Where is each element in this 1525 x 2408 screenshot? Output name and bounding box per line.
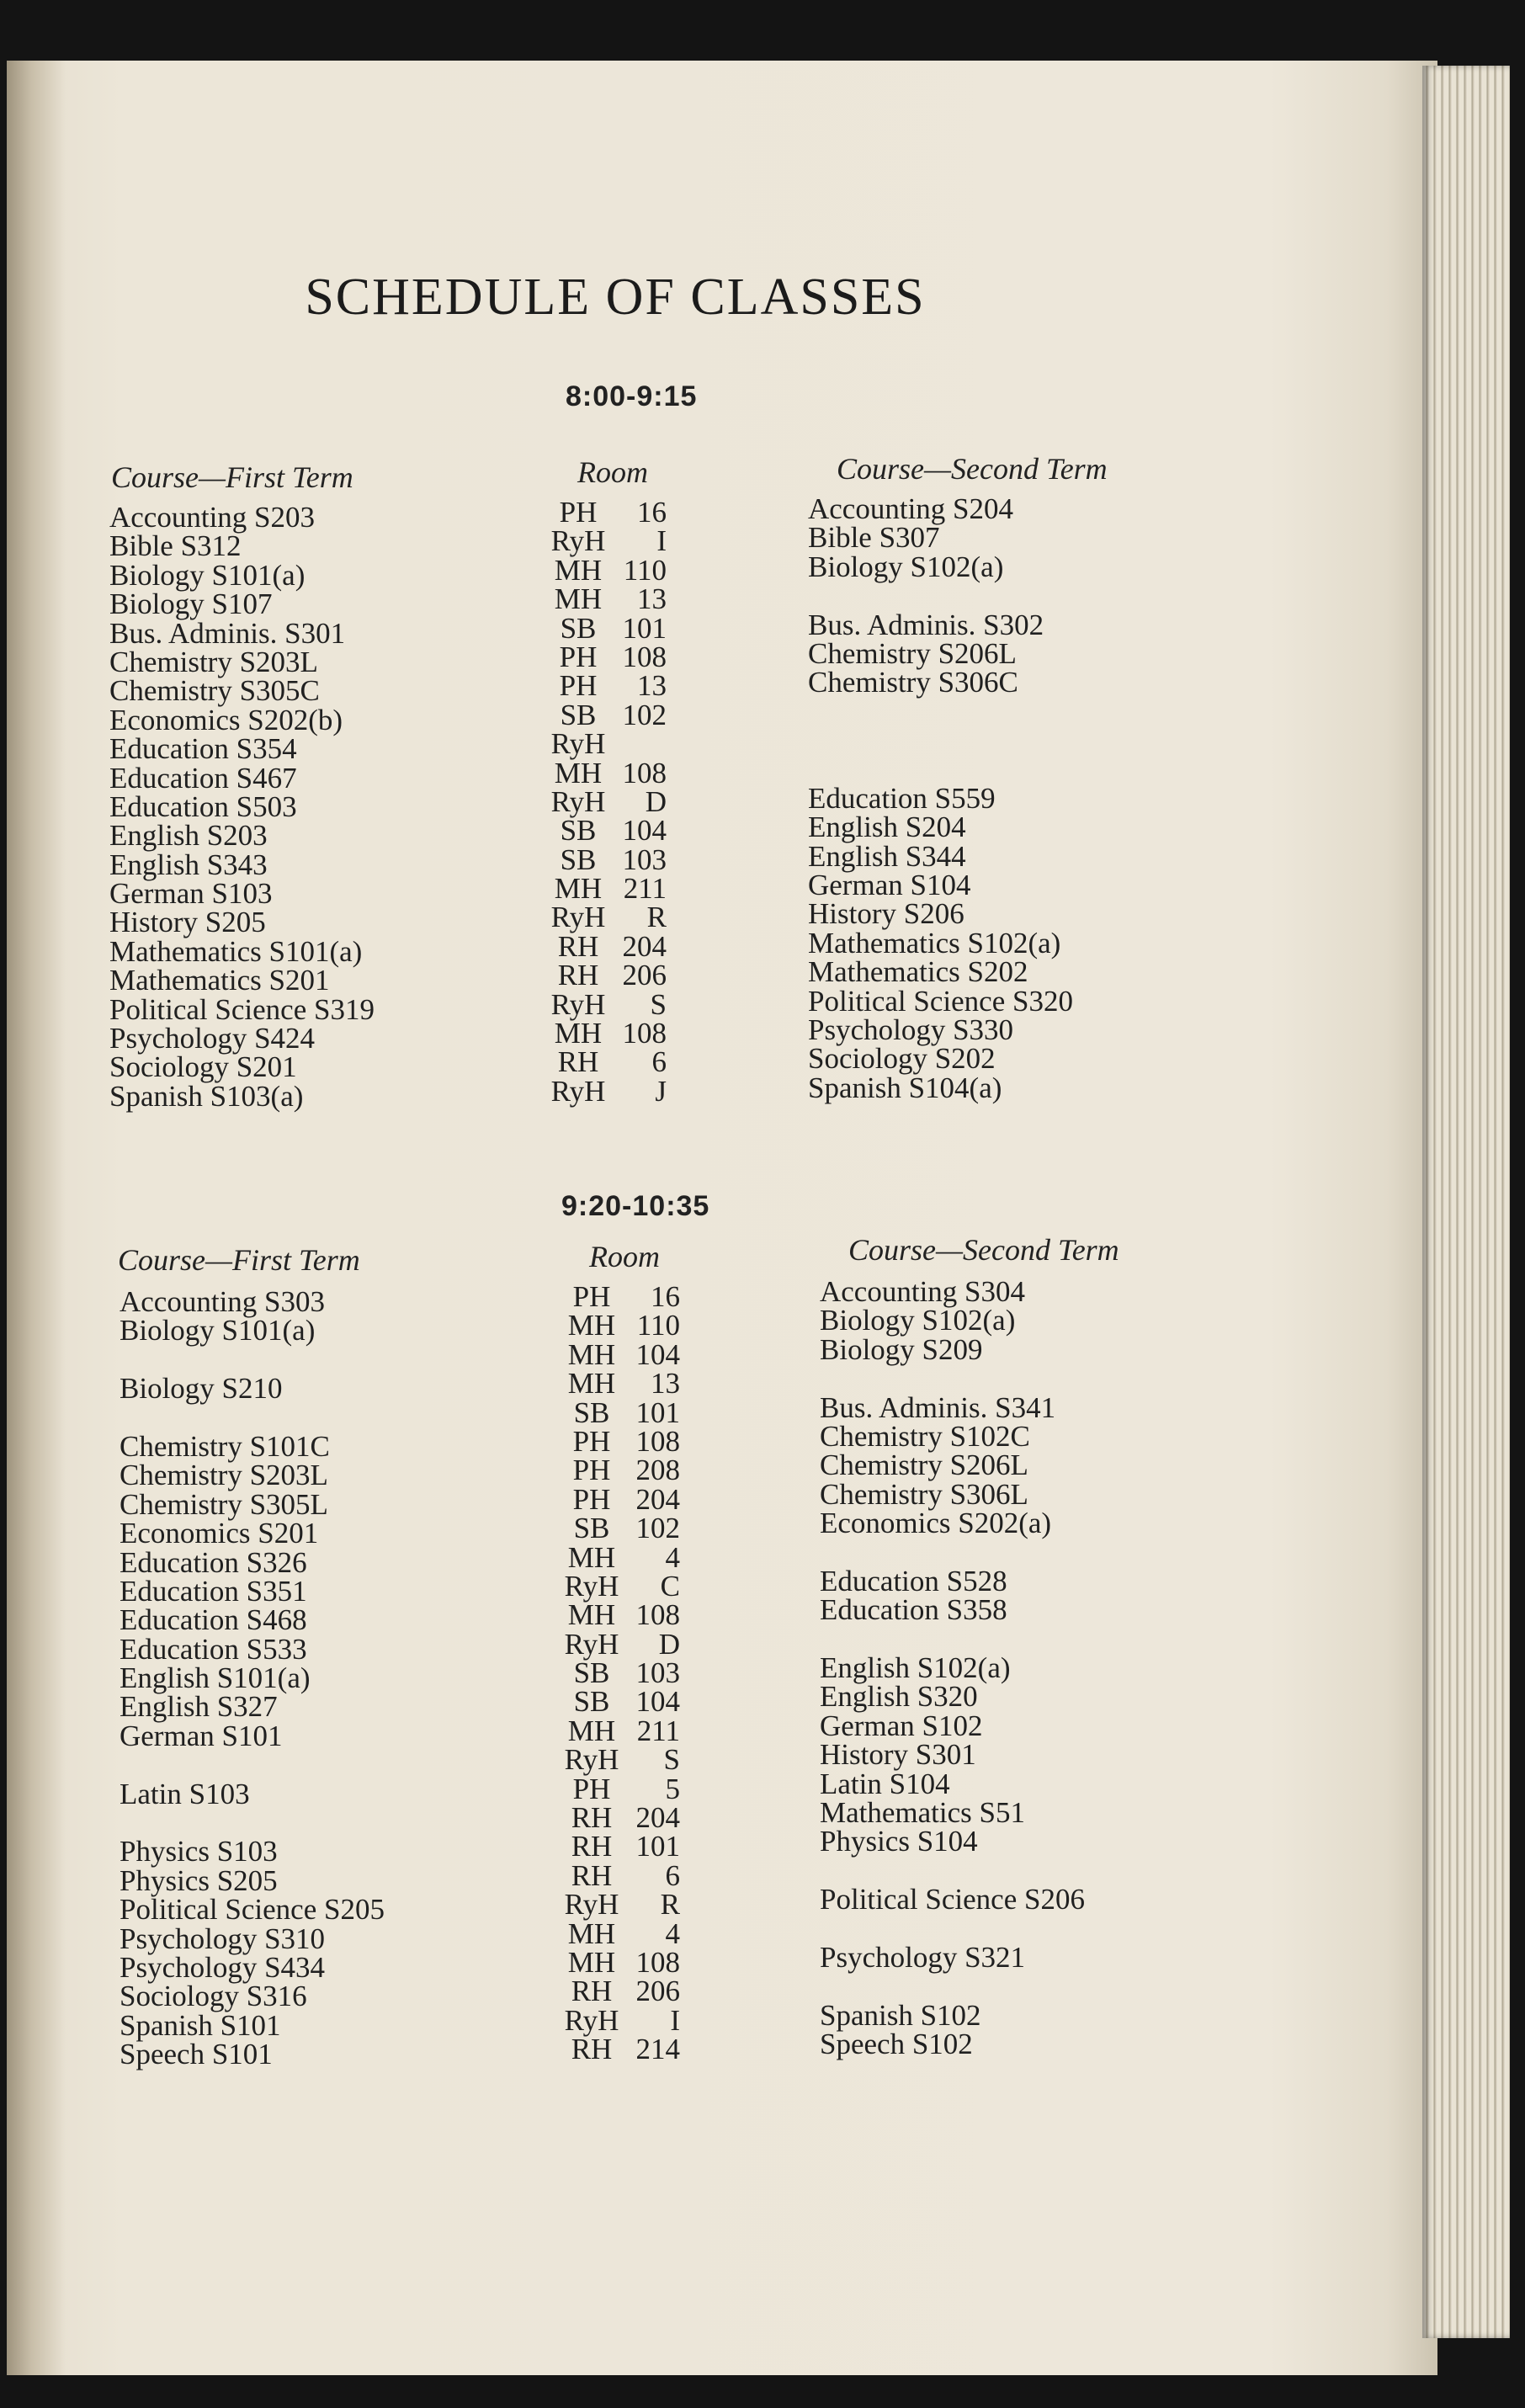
course-entry: Bus. Adminis. S301 (109, 616, 346, 650)
course-entry: Bus. Adminis. S302 (808, 608, 1044, 641)
room-building: MH (567, 1309, 616, 1342)
course-entry: Chemistry S203L (120, 1459, 328, 1492)
course-entry: Psychology S321 (820, 1940, 1026, 1974)
session-2-time: 9:20-10:35 (561, 1190, 710, 1222)
course-entry: Chemistry S305L (120, 1487, 328, 1521)
room-number: 108 (622, 756, 667, 789)
room-entry (562, 2003, 697, 2037)
session-2-room-list (562, 1280, 697, 2066)
course-entry: Accounting S203 (109, 501, 316, 534)
room-entry (562, 1772, 697, 1805)
room-number: 102 (635, 1512, 680, 1545)
course-entry: Psychology S434 (120, 1950, 326, 1984)
room-entry (562, 1916, 697, 1950)
course-entry: German S101 (120, 1719, 283, 1752)
course-entry: Accounting S204 (808, 492, 1014, 525)
room-number: 6 (651, 1045, 667, 1079)
room-number: 208 (635, 1454, 680, 1487)
course-entry: Education S467 (109, 761, 297, 795)
room-building: PH (559, 640, 598, 673)
room-entry (562, 2035, 697, 2064)
room-entry (562, 1656, 697, 1690)
room-entry (562, 1832, 697, 1861)
course-entry (820, 1915, 1085, 1943)
room-number: 206 (622, 959, 667, 992)
session-2-header-room: Room (589, 1240, 660, 1273)
room-number: 4 (665, 1916, 680, 1950)
room-number: 13 (637, 582, 667, 616)
course-entry (808, 756, 1073, 784)
room-entry (549, 872, 683, 906)
room-building: RyH (550, 901, 606, 934)
room-number: 13 (651, 1367, 680, 1401)
room-entry (562, 1482, 697, 1516)
room-building: RH (557, 1045, 599, 1079)
course-entry: Economics S202(b) (109, 703, 343, 736)
session-2-header-second-term: Course—Second Term (848, 1233, 1119, 1267)
page-title: SCHEDULE OF CLASSES (305, 268, 926, 326)
course-entry: Chemistry S203L (109, 645, 318, 678)
room-number: 104 (635, 1337, 680, 1371)
course-entry: Latin S104 (820, 1767, 950, 1800)
room-number: 16 (651, 1280, 680, 1313)
room-number: 13 (637, 669, 667, 703)
room-building: RyH (550, 784, 606, 818)
room-building: MH (567, 1945, 616, 1979)
room-building: SB (573, 1395, 610, 1429)
room-building: RH (571, 2033, 613, 2066)
room-number: 4 (665, 1540, 680, 1574)
room-number: I (656, 524, 667, 558)
course-entry (120, 1751, 385, 1779)
course-entry (808, 726, 1073, 755)
room-entry (549, 756, 683, 789)
room-entry (562, 1367, 697, 1401)
room-entry (562, 1569, 697, 1603)
session-2-header-first-term: Course—First Term (118, 1243, 360, 1277)
course-entry: Biology S101(a) (109, 558, 306, 592)
course-entry: Biology S209 (820, 1332, 983, 1366)
room-entry (562, 1395, 697, 1429)
course-entry: Biology S102(a) (820, 1304, 1016, 1337)
session-2-first-term-list (120, 1285, 385, 2071)
room-building: PH (572, 1280, 611, 1313)
session-2-second-term-list (820, 1275, 1085, 2061)
course-entry: Psychology S310 (120, 1922, 326, 1955)
room-building: MH (554, 1017, 603, 1050)
room-building: MH (567, 1367, 616, 1401)
course-entry: Mathematics S51 (820, 1796, 1025, 1830)
room-entry (549, 1019, 683, 1048)
course-entry (808, 698, 1073, 726)
room-number: I (670, 2003, 680, 2037)
room-number: 108 (635, 1424, 680, 1458)
course-entry (808, 582, 1073, 610)
course-entry: Mathematics S101(a) (109, 934, 363, 968)
room-number: 211 (623, 872, 667, 906)
course-entry: Speech S102 (820, 2028, 973, 2061)
room-building: MH (567, 1916, 616, 1950)
course-entry: Mathematics S202 (808, 955, 1028, 989)
room-building: MH (554, 872, 603, 906)
room-building: RyH (564, 2003, 619, 2037)
course-entry: Political Science S320 (808, 984, 1073, 1018)
course-entry: Chemistry S101C (120, 1429, 330, 1463)
room-entry (562, 1945, 697, 1979)
session-1-time: 8:00-9:15 (566, 380, 698, 412)
course-entry: Education S351 (120, 1574, 307, 1608)
room-entry (549, 814, 683, 848)
room-entry (562, 1456, 697, 1485)
room-building: RyH (564, 1569, 619, 1603)
course-entry: Chemistry S306L (820, 1477, 1028, 1511)
session-1-header-first-term: Course—First Term (111, 460, 353, 494)
course-entry: Education S468 (120, 1603, 307, 1637)
room-entry (549, 640, 683, 673)
course-entry: English S327 (120, 1690, 278, 1724)
room-building: PH (572, 1772, 611, 1805)
course-entry: Education S326 (120, 1545, 307, 1579)
course-entry: History S205 (109, 906, 266, 939)
room-building: PH (572, 1482, 611, 1516)
room-building: RyH (550, 1074, 606, 1108)
course-entry: Physics S103 (120, 1835, 278, 1868)
course-entry: Education S358 (820, 1593, 1007, 1627)
course-entry: Spanish S103(a) (109, 1079, 304, 1113)
room-number: 101 (635, 1830, 680, 1863)
room-entry (562, 1337, 697, 1371)
room-number: 108 (635, 1598, 680, 1632)
course-entry: Biology S102(a) (808, 550, 1004, 583)
course-entry: German S103 (109, 877, 273, 911)
course-entry: Biology S101(a) (120, 1314, 316, 1348)
room-number: 103 (622, 843, 667, 876)
page-edges (1422, 66, 1510, 2338)
room-number: 16 (637, 496, 667, 529)
room-number: 108 (622, 1017, 667, 1050)
room-number: 104 (635, 1685, 680, 1719)
book-spine-shadow (7, 61, 66, 2375)
room-number: R (660, 1888, 680, 1922)
room-entry (549, 498, 683, 527)
course-entry: English S101(a) (120, 1661, 311, 1695)
course-entry: English S204 (808, 811, 966, 844)
room-number: S (650, 987, 667, 1021)
course-entry: Mathematics S102(a) (808, 926, 1061, 959)
course-entry (820, 1364, 1085, 1393)
course-entry: Education S503 (109, 789, 297, 823)
room-entry (549, 929, 683, 963)
room-building: SB (573, 1512, 610, 1545)
room-building: MH (567, 1714, 616, 1747)
course-entry: Accounting S303 (120, 1285, 326, 1318)
room-entry (562, 1801, 697, 1835)
room-number: 108 (635, 1945, 680, 1979)
room-entry (562, 1424, 697, 1458)
room-entry (562, 1977, 697, 2006)
room-number (608, 730, 667, 758)
room-number: S (663, 1743, 680, 1777)
course-entry: Economics S202(a) (820, 1507, 1052, 1540)
course-entry: Spanish S101 (120, 2008, 281, 2042)
course-entry: Political Science S205 (120, 1893, 385, 1927)
room-number: 206 (635, 1975, 680, 2008)
room-building: RyH (550, 987, 606, 1021)
room-entry (549, 784, 683, 818)
course-entry: Chemistry S206L (820, 1449, 1028, 1482)
room-building: SB (573, 1685, 610, 1719)
room-building: RH (571, 1858, 613, 1892)
course-entry: Chemistry S306C (808, 666, 1018, 699)
course-entry (820, 1539, 1085, 1567)
room-building: MH (554, 756, 603, 789)
course-entry: English S343 (109, 848, 268, 881)
session-1-first-term-list (109, 503, 375, 1111)
room-entry (549, 903, 683, 932)
room-number: 204 (635, 1482, 680, 1516)
room-entry (549, 553, 683, 587)
course-entry: Physics S205 (120, 1863, 278, 1897)
room-building: RH (571, 1975, 613, 2008)
room-building: MH (554, 582, 603, 616)
room-building: RyH (564, 1888, 619, 1922)
room-number: J (655, 1074, 667, 1108)
course-entry: Sociology S316 (120, 1980, 307, 2013)
course-entry: Spanish S102 (820, 1998, 981, 2032)
session-1-header-room: Room (577, 455, 648, 489)
room-number: 102 (622, 698, 667, 731)
room-number: 103 (635, 1656, 680, 1690)
course-entry: Chemistry S206L (808, 636, 1017, 670)
room-number: 110 (636, 1309, 680, 1342)
course-entry (820, 1857, 1085, 1885)
room-entry (549, 727, 683, 761)
room-number: 101 (622, 611, 667, 645)
session-1-second-term-list (808, 492, 1073, 1104)
room-entry (549, 698, 683, 731)
room-number: 101 (635, 1395, 680, 1429)
room-entry (549, 1074, 683, 1108)
room-entry (562, 1627, 697, 1661)
room-building: PH (559, 496, 598, 529)
room-entry (549, 843, 683, 876)
course-entry: German S104 (808, 869, 971, 902)
course-entry (820, 1625, 1085, 1654)
course-entry: Physics S104 (820, 1825, 978, 1858)
course-entry: Education S559 (808, 781, 996, 815)
course-entry: Mathematics S201 (109, 964, 330, 997)
course-entry: Chemistry S305C (109, 674, 320, 708)
course-entry: Psychology S330 (808, 1013, 1014, 1047)
room-entry (549, 961, 683, 990)
room-number: 211 (636, 1714, 680, 1747)
course-entry: Latin S103 (120, 1777, 250, 1810)
course-entry: English S344 (808, 839, 966, 873)
room-building: MH (567, 1540, 616, 1574)
room-entry (562, 1311, 697, 1340)
room-number: 204 (622, 929, 667, 963)
room-number: D (658, 1627, 680, 1661)
room-number: D (645, 784, 667, 818)
room-building: MH (567, 1598, 616, 1632)
course-entry (120, 1809, 385, 1837)
room-number: 5 (665, 1772, 680, 1805)
session-1-header-second-term: Course—Second Term (837, 452, 1108, 486)
room-building: RyH (550, 727, 606, 761)
room-entry (562, 1888, 697, 1922)
room-entry (562, 1714, 697, 1747)
course-entry: Biology S107 (109, 587, 273, 621)
room-building: SB (573, 1656, 610, 1690)
room-building: RyH (564, 1743, 619, 1777)
course-entry: Spanish S104(a) (808, 1071, 1002, 1104)
room-building: SB (560, 698, 597, 731)
course-entry: Biology S210 (120, 1372, 283, 1406)
room-building: PH (559, 669, 598, 703)
room-number: C (660, 1569, 680, 1603)
room-building: PH (572, 1424, 611, 1458)
room-building: PH (572, 1454, 611, 1487)
course-entry: Economics S201 (120, 1517, 319, 1550)
room-entry (549, 987, 683, 1021)
course-entry: English S203 (109, 819, 268, 853)
session-1-room-list (549, 498, 683, 1106)
room-number: 104 (622, 814, 667, 848)
room-building: RyH (564, 1627, 619, 1661)
room-building: MH (554, 553, 603, 587)
room-entry (549, 611, 683, 645)
course-entry: Accounting S304 (820, 1275, 1026, 1308)
room-building: RH (571, 1801, 613, 1835)
room-number: 214 (635, 2033, 680, 2066)
course-entry: Education S528 (820, 1564, 1007, 1597)
room-building: RyH (550, 524, 606, 558)
room-building: RH (557, 929, 599, 963)
room-entry (562, 1685, 697, 1719)
room-entry (549, 669, 683, 703)
room-entry (562, 1514, 697, 1543)
course-entry: Bus. Adminis. S341 (820, 1390, 1056, 1424)
room-number: 108 (622, 640, 667, 673)
room-number: 204 (635, 1801, 680, 1835)
course-entry: English S320 (820, 1680, 978, 1714)
room-entry (549, 1045, 683, 1079)
room-building: RH (557, 959, 599, 992)
room-entry (562, 1540, 697, 1574)
room-number: 110 (623, 553, 667, 587)
course-entry: Education S354 (109, 732, 297, 766)
room-entry (549, 524, 683, 558)
room-building: MH (567, 1337, 616, 1371)
course-entry: Bible S312 (109, 529, 242, 563)
room-entry (562, 1743, 697, 1777)
course-entry (120, 1404, 385, 1433)
course-entry (820, 1972, 1085, 2001)
course-entry (120, 1346, 385, 1374)
room-building: SB (560, 814, 597, 848)
room-entry (562, 1598, 697, 1632)
course-entry: Psychology S424 (109, 1022, 316, 1055)
course-entry: History S206 (808, 897, 964, 931)
course-entry: Chemistry S102C (820, 1419, 1030, 1453)
course-entry: Speech S101 (120, 2038, 273, 2071)
course-entry: Political Science S319 (109, 992, 375, 1026)
course-entry: Education S533 (120, 1632, 307, 1666)
course-entry: History S301 (820, 1738, 976, 1772)
room-entry (562, 1858, 697, 1892)
room-building: SB (560, 611, 597, 645)
course-entry: German S102 (820, 1709, 983, 1742)
course-entry: Sociology S202 (808, 1042, 996, 1076)
course-entry: English S102(a) (820, 1651, 1011, 1685)
room-entry (549, 582, 683, 616)
room-building: RH (571, 1830, 613, 1863)
course-entry: Bible S307 (808, 521, 940, 555)
room-number: R (646, 901, 667, 934)
room-number: 6 (665, 1858, 680, 1892)
room-entry (562, 1280, 697, 1313)
room-building: SB (560, 843, 597, 876)
course-entry: Political Science S206 (820, 1883, 1085, 1916)
course-entry: Sociology S201 (109, 1050, 297, 1084)
